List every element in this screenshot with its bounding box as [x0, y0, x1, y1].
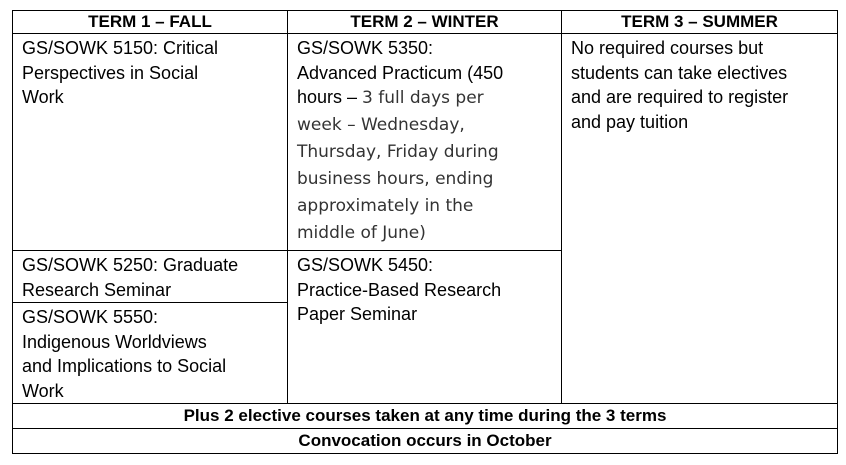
- winter-course-5450: GS/SOWK 5450: Practice-Based Research Paper Seminar: [297, 255, 502, 324]
- header-term-1: TERM 1 – FALL: [13, 11, 288, 34]
- header-term-2: TERM 2 – WINTER: [288, 11, 562, 34]
- fall-course-5550-cell: [13, 303, 288, 404]
- header-term-3: TERM 3 – SUMMER: [562, 11, 838, 34]
- winter-course-5350-title: GS/SOWK 5350: Advanced Practicum (450 hours –: [297, 38, 504, 107]
- winter-course-5350-details: 3 full days per week – Wednesday, Thursday, Friday during business hours, ending approximately in the middle of June): [297, 88, 499, 243]
- winter-course-5350: [288, 34, 561, 247]
- convocation-row: [13, 429, 838, 454]
- summer-note-cell: [562, 34, 838, 404]
- electives-note: Plus 2 elective courses taken at any time during the 3 terms: [13, 404, 838, 429]
- fall-course-5250-cell: [13, 251, 288, 303]
- fall-course-5150-cell: [13, 34, 288, 251]
- winter-course-5450-cell: [288, 251, 562, 404]
- program-schedule-table: [12, 10, 838, 454]
- convocation-note: Convocation occurs in October: [13, 429, 838, 454]
- fall-course-5550: GS/SOWK 5550: Indigenous Worldviews and Implications to Social Work: [22, 307, 227, 401]
- fall-course-5150: GS/SOWK 5150: Critical Perspectives in Social Work: [22, 38, 219, 107]
- fall-course-5250: GS/SOWK 5250: Graduate Research Seminar: [22, 255, 239, 300]
- summer-note: No required courses but students can take electives and are required to register and pay tuition: [571, 38, 789, 132]
- course-row-1: [13, 34, 838, 251]
- winter-course-5350-cell: [288, 34, 562, 251]
- header-row: [13, 11, 838, 34]
- electives-row: [13, 404, 838, 429]
